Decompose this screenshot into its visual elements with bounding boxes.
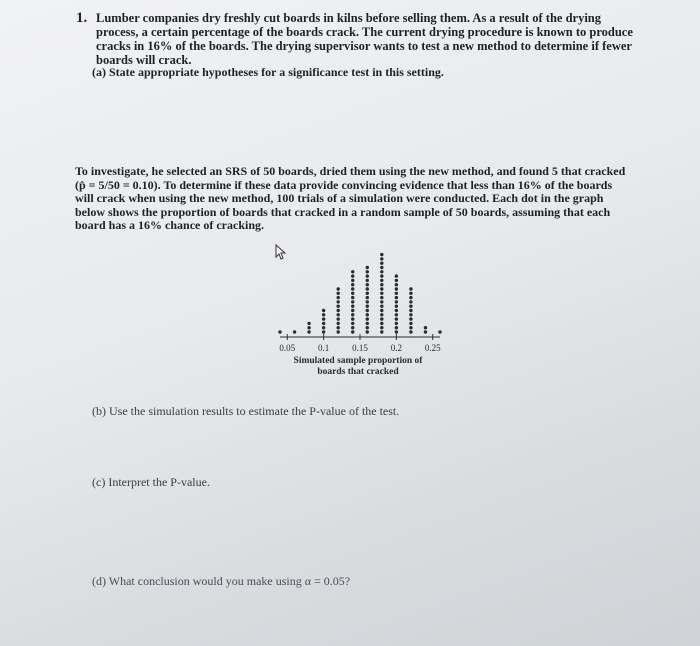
dot-point <box>336 296 339 299</box>
part-d-prompt: (d) What conclusion would you make using α = 0.05? <box>92 574 351 588</box>
dot-point <box>336 309 339 312</box>
dot-point <box>409 305 412 308</box>
dot-point <box>322 313 325 316</box>
dot-point <box>322 309 325 312</box>
dot-point <box>336 326 339 329</box>
dot-point <box>322 322 325 325</box>
dot-point <box>336 292 339 295</box>
dot-point <box>409 317 412 320</box>
dot-point <box>424 326 427 329</box>
part-b-prompt: (b) Use the simulation results to estimate the P-value of the test. <box>92 404 400 418</box>
dot-point <box>351 322 354 325</box>
dot-point <box>380 287 383 290</box>
x-axis-title <box>278 356 438 378</box>
part-c-prompt: (c) Interpret the P-value. <box>92 475 210 489</box>
dot-point <box>366 300 369 303</box>
x-tick-label: 0.2 <box>390 343 402 353</box>
dot-point <box>380 300 383 303</box>
dot-point <box>380 266 383 269</box>
dot-point <box>380 305 383 308</box>
dot-point <box>366 296 369 299</box>
dot-point <box>351 283 354 286</box>
dot-point <box>366 274 369 277</box>
dot-point <box>336 330 339 333</box>
x-tick-label: 0.15 <box>352 343 368 353</box>
dot-point <box>366 279 369 282</box>
dot-point <box>351 287 354 290</box>
dot-point <box>366 266 369 269</box>
dot-point <box>351 274 354 277</box>
dot-point <box>424 330 427 333</box>
dot-point <box>336 305 339 308</box>
dot-point <box>322 317 325 320</box>
dot-point <box>380 283 383 286</box>
dot-point <box>409 292 412 295</box>
dot-point <box>366 326 369 329</box>
dot-point <box>336 317 339 320</box>
dot-point <box>395 274 398 277</box>
dot-point <box>351 296 354 299</box>
dot-point <box>409 309 412 312</box>
dot-point <box>395 292 398 295</box>
x-tick-label: 0.25 <box>424 343 441 353</box>
dot-point <box>409 330 412 333</box>
dot-point <box>395 283 398 286</box>
x-tick-label: 0.1 <box>318 343 330 353</box>
dot-point <box>438 330 441 333</box>
part-a-prompt: (a) State appropriate hypotheses for a significance test in this setting. <box>92 65 444 79</box>
dot-point <box>380 292 383 295</box>
dot-point <box>366 305 369 308</box>
dot-point <box>380 257 383 260</box>
dot-point <box>380 322 383 325</box>
dot-point <box>380 279 383 282</box>
dot-point <box>322 330 325 333</box>
dot-point <box>351 270 354 273</box>
dot-point <box>307 322 310 325</box>
dot-point <box>395 322 398 325</box>
dot-point <box>366 322 369 325</box>
dot-point <box>380 330 383 333</box>
dot-point <box>395 317 398 320</box>
x-tick-label: 0.05 <box>279 343 296 353</box>
x-axis-title-line2: boards that cracked <box>317 367 399 377</box>
dot-point <box>409 313 412 316</box>
dot-point <box>336 313 339 316</box>
dot-point <box>380 326 383 329</box>
dot-point <box>366 287 369 290</box>
dot-point <box>366 270 369 273</box>
x-axis-title-line1: Simulated sample proportion of <box>293 356 423 366</box>
dot-point <box>351 313 354 316</box>
dot-point <box>366 330 369 333</box>
dot-point <box>351 300 354 303</box>
dot-point <box>380 262 383 265</box>
dot-point <box>395 296 398 299</box>
dot-point <box>336 300 339 303</box>
dot-point <box>366 283 369 286</box>
dot-point <box>395 326 398 329</box>
question-intro: Lumber companies dry freshly cut boards in kilns before selling them. As a result of the drying process, a certain percentage of the boards crack. The current drying procedure is known to produce cracks in 16% of the boards. The drying supervisor wants to test a new method to determine if fewer boards will crack. <box>96 11 633 67</box>
dot-point <box>395 330 398 333</box>
dot-point <box>380 309 383 312</box>
dot-point <box>322 326 325 329</box>
dot-point <box>409 300 412 303</box>
dot-point <box>380 313 383 316</box>
dot-point <box>293 330 296 333</box>
investigation-paragraph: To investigate, he selected an SRS of 50 boards, dried them using the new method, and found 5 that cracked (p̂ = 5/50 = 0.10). To determine if these data provide convincing evidence that less than 16% of the boards will crack when using the new method, 100 trials of a simulation were conducted. Each dot in the graph below shows the proportion of boards that cracked in a random sample of 50 boards, assuming that each board has a 16% chance of cracking. <box>75 164 626 233</box>
dot-point <box>380 274 383 277</box>
dot-point <box>307 326 310 329</box>
dot-point <box>351 317 354 320</box>
dot-point <box>366 313 369 316</box>
dot-point <box>409 287 412 290</box>
dot-point <box>351 279 354 282</box>
dot-point <box>380 296 383 299</box>
dot-point <box>278 330 281 333</box>
dot-point <box>366 292 369 295</box>
dot-point <box>351 309 354 312</box>
dot-point <box>351 326 354 329</box>
dot-point <box>380 317 383 320</box>
dot-point <box>380 270 383 273</box>
dot-point <box>409 326 412 329</box>
dot-point <box>409 296 412 299</box>
dot-point <box>395 279 398 282</box>
dot-point <box>366 317 369 320</box>
dot-point <box>366 309 369 312</box>
dot-point <box>307 330 310 333</box>
dot-point <box>351 292 354 295</box>
dot-point <box>395 305 398 308</box>
dot-point <box>380 253 383 256</box>
dot-point <box>336 322 339 325</box>
dot-point <box>351 330 354 333</box>
dot-point <box>395 309 398 312</box>
dot-point <box>395 313 398 316</box>
dot-point <box>395 300 398 303</box>
dot-point <box>395 287 398 290</box>
dot-point <box>336 287 339 290</box>
dot-point <box>409 322 412 325</box>
dot-point <box>351 305 354 308</box>
question-number: 1. <box>76 10 88 26</box>
